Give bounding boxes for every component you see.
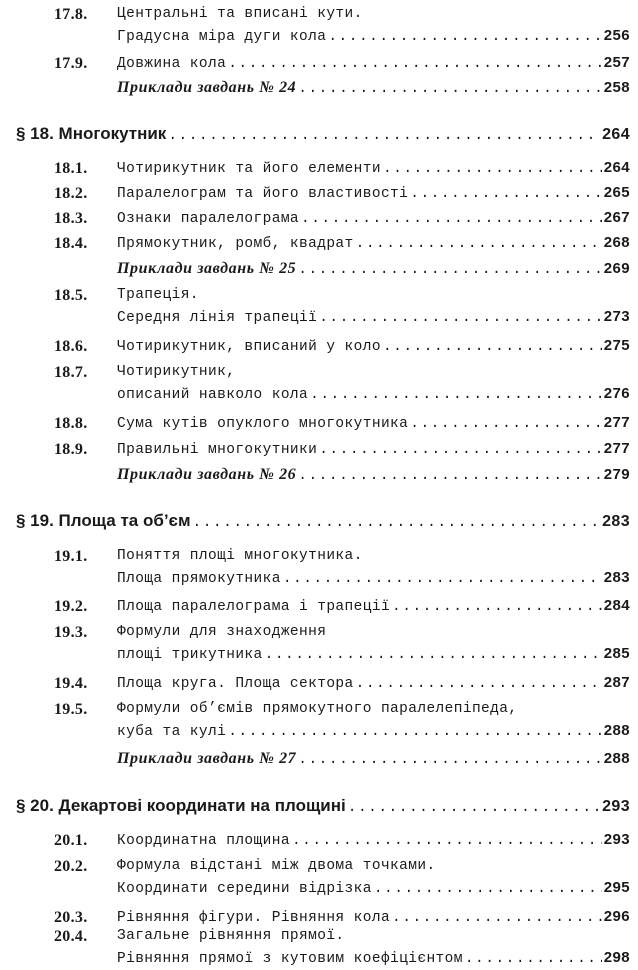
entry-number: 17.8.	[54, 6, 88, 23]
entry-title-cont: Координати середини відрізка	[117, 881, 372, 897]
page-number: 283	[602, 513, 630, 530]
page-number: 258	[603, 79, 630, 96]
entry-number: 20.2.	[54, 858, 88, 875]
leader-dots	[301, 208, 602, 230]
entry-number: 19.5.	[54, 701, 88, 718]
entry-title-cont: Середня лінія трапеції	[117, 310, 318, 326]
page-number: 284	[603, 597, 630, 614]
page-number: 267	[603, 209, 630, 226]
entry-title-cont: площі трикутника	[117, 647, 263, 663]
section-heading	[16, 121, 630, 147]
leader-dots	[356, 233, 602, 255]
leader-dots	[383, 158, 602, 180]
page-number: 273	[603, 308, 630, 325]
entry-number: 18.4.	[54, 235, 88, 252]
page-number: 288	[603, 722, 630, 739]
leader-dots	[298, 78, 601, 100]
entry-number: 18.5.	[54, 287, 88, 304]
entry-title-cont: Градусна міра дуги кола	[117, 29, 327, 45]
page-number: 264	[603, 159, 630, 176]
entry-title-cont: Площа прямокутника	[117, 571, 281, 587]
entry-number: 18.1.	[54, 160, 88, 177]
page-number: 287	[603, 674, 630, 691]
entry-title: Трапеція.	[117, 287, 199, 303]
entry-number: 18.8.	[54, 415, 88, 432]
page-number: 265	[603, 184, 630, 201]
page-number: 256	[603, 27, 630, 44]
entry-title: Чотирикутник, вписаний у коло	[117, 339, 381, 355]
page-number: 288	[603, 750, 630, 767]
entry-title: Чотирикутник та його елементи	[117, 161, 381, 177]
leader-dots	[356, 673, 602, 695]
entry-title: Координатна площина	[117, 833, 290, 849]
entry-title: Поняття площі многокутника.	[117, 548, 363, 564]
leader-dots	[392, 596, 602, 618]
leader-dots	[319, 307, 602, 329]
entry-title: Прямокутник, ромб, квадрат	[117, 236, 354, 252]
page-number: 264	[602, 126, 630, 143]
page-number: 293	[602, 798, 630, 815]
entry-title: Приклади завдань № 24	[117, 79, 297, 96]
entry-title: Приклади завдань № 26	[117, 466, 297, 483]
leader-dots	[348, 795, 600, 821]
page-number: 277	[603, 414, 630, 431]
entry-title: Сума кутів опуклого многокутника	[117, 416, 409, 432]
leader-dots	[328, 26, 601, 48]
leader-dots	[383, 336, 602, 358]
page-number: 295	[603, 879, 630, 896]
leader-dots	[310, 384, 602, 406]
leader-dots	[193, 510, 601, 536]
entry-number: 19.1.	[54, 548, 88, 565]
section-heading	[16, 508, 630, 534]
entry-number: 18.3.	[54, 210, 88, 227]
page-number: 285	[603, 645, 630, 662]
page-number: 279	[603, 466, 630, 483]
entry-title: Площа круга. Площа сектора	[117, 676, 354, 692]
page-number: 296	[603, 908, 630, 925]
entry-title: Загальне рівняння прямої.	[117, 928, 345, 944]
leader-dots	[465, 948, 602, 970]
leader-dots	[228, 721, 602, 743]
entry-number: 18.7.	[54, 364, 88, 381]
leader-dots	[298, 465, 601, 487]
page-number: 269	[603, 260, 630, 277]
leader-dots	[374, 878, 602, 900]
entry-title: Приклади завдань № 27	[117, 750, 297, 767]
entry-title: Формули об’ємів прямокутного паралелепіпеда,	[117, 701, 518, 717]
page-number: 293	[603, 831, 630, 848]
entry-title: Довжина кола	[117, 56, 227, 72]
entry-title: Ознаки паралелограма	[117, 211, 300, 227]
section-title: § 19. Площа та об’єм	[16, 511, 191, 530]
entry-title: Рівняння фігури. Рівняння кола	[117, 910, 391, 926]
leader-dots	[410, 413, 602, 435]
entry-number: 20.4.	[54, 928, 88, 945]
entry-number: 17.9.	[54, 55, 88, 72]
page-number: 277	[603, 440, 630, 457]
page-number: 276	[603, 385, 630, 402]
entry-number: 20.3.	[54, 909, 88, 926]
entry-title-cont: описаний навколо кола	[117, 387, 309, 403]
section-title: § 20. Декартові координати на площині	[16, 796, 346, 815]
leader-dots	[168, 123, 600, 149]
entry-number: 20.1.	[54, 832, 88, 849]
entry-title: Правильні многокутники	[117, 442, 318, 458]
leader-dots	[228, 53, 602, 75]
leader-dots	[298, 259, 601, 281]
section-heading	[16, 793, 630, 819]
entry-title: Паралелограм та його властивості	[117, 186, 409, 202]
page-number: 275	[603, 337, 630, 354]
entry-title: Формули для знаходження	[117, 624, 327, 640]
leader-dots	[292, 830, 602, 852]
entry-title: Приклади завдань № 25	[117, 260, 297, 277]
entry-number: 18.6.	[54, 338, 88, 355]
entry-number: 18.9.	[54, 441, 88, 458]
page-number: 268	[603, 234, 630, 251]
entry-title-cont: куба та кулі	[117, 724, 227, 740]
entry-title: Чотирикутник,	[117, 364, 236, 380]
section-title: § 18. Многокутник	[16, 124, 167, 143]
leader-dots	[298, 749, 601, 771]
entry-number: 19.2.	[54, 598, 88, 615]
leader-dots	[283, 568, 602, 590]
page-number: 283	[603, 569, 630, 586]
entry-title: Центральні та вписані кути.	[117, 6, 363, 22]
page-number: 298	[603, 949, 630, 966]
entry-title: Формула відстані між двома точками.	[117, 858, 436, 874]
leader-dots	[410, 183, 602, 205]
entry-title: Площа паралелограма і трапеції	[117, 599, 391, 615]
entry-title-cont: Рівняння прямої з кутовим коефіцієнтом	[117, 951, 463, 967]
page-number: 257	[603, 54, 630, 71]
entry-number: 19.3.	[54, 624, 88, 641]
entry-number: 19.4.	[54, 675, 88, 692]
leader-dots	[319, 439, 602, 461]
entry-number: 18.2.	[54, 185, 88, 202]
leader-dots	[265, 644, 602, 666]
